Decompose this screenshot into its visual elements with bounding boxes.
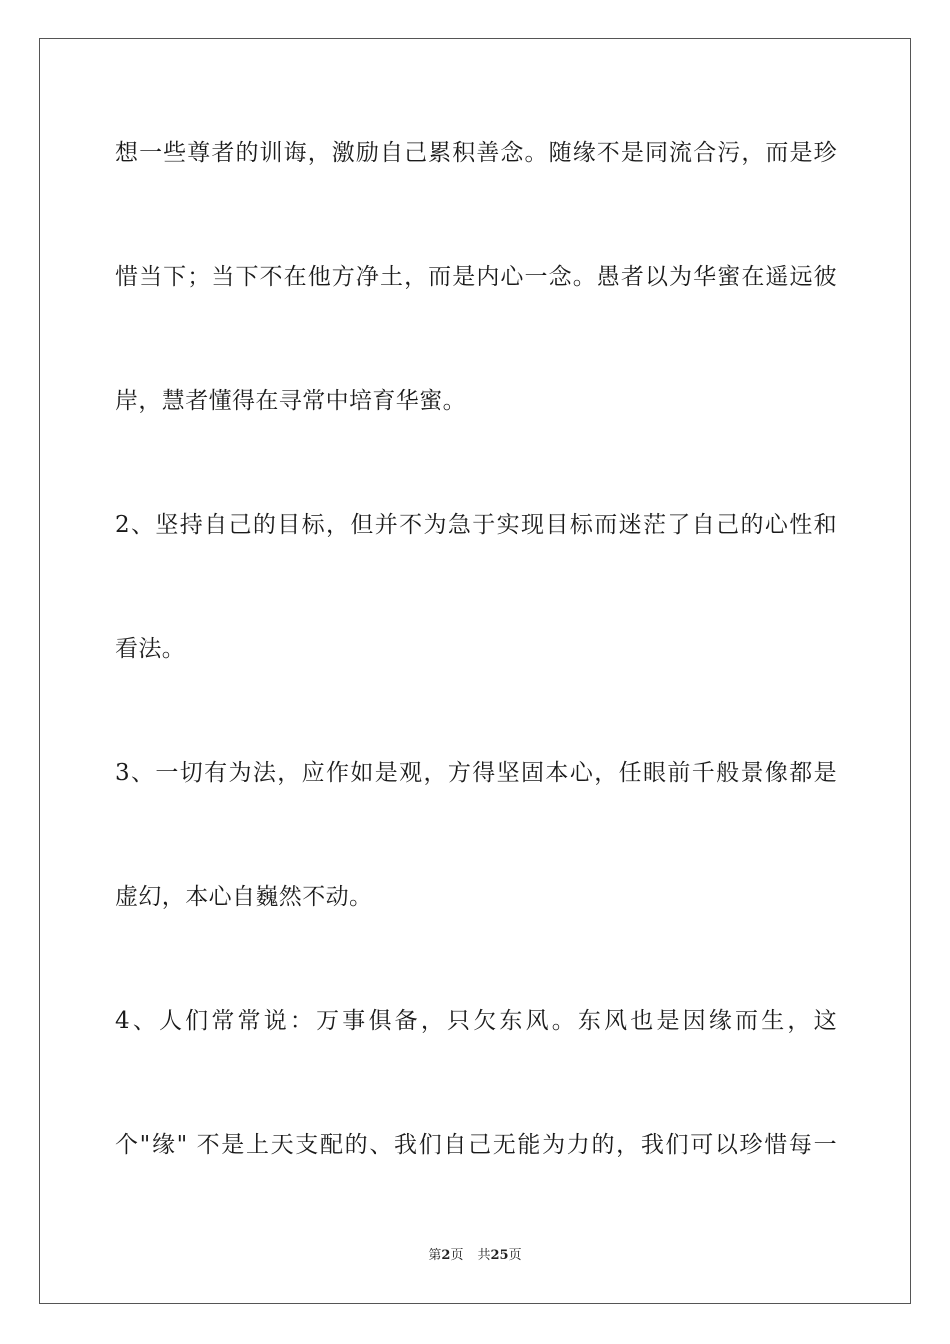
text-line-7: 虚幻，本心自巍然不动。 bbox=[115, 884, 373, 910]
total-pages-number: 25 bbox=[490, 1248, 509, 1263]
total-prefix: 共 bbox=[477, 1248, 491, 1263]
text-line-5: 看法。 bbox=[115, 636, 186, 662]
page-footer bbox=[0, 1247, 950, 1265]
page-suffix: 页 bbox=[450, 1248, 464, 1263]
text-line-2: 惜当下；当下不在他方净土，而是内心一念。愚者以为华蜜在遥远彼 bbox=[115, 264, 837, 290]
page-prefix: 第 bbox=[428, 1248, 442, 1263]
total-suffix: 页 bbox=[508, 1248, 522, 1263]
text-line-4: 2、坚持自己的目标，但并不为急于实现目标而迷茫了自己的心性和 bbox=[115, 512, 837, 538]
text-line-8: 4、人们常常说：万事俱备，只欠东风。东风也是因缘而生，这 bbox=[115, 1008, 837, 1034]
text-line-6: 3、一切有为法，应作如是观，方得坚固本心，任眼前千般景像都是 bbox=[115, 760, 837, 786]
page-border bbox=[39, 38, 911, 1304]
current-page-number: 2 bbox=[441, 1248, 451, 1263]
text-line-1: 想一些尊者的训诲，激励自己累积善念。随缘不是同流合污，而是珍 bbox=[115, 140, 837, 166]
text-line-9: 个"缘" 不是上天支配的、我们自己无能为力的，我们可以珍惜每一 bbox=[115, 1132, 837, 1158]
text-line-3: 岸，慧者懂得在寻常中培育华蜜。 bbox=[115, 388, 466, 414]
